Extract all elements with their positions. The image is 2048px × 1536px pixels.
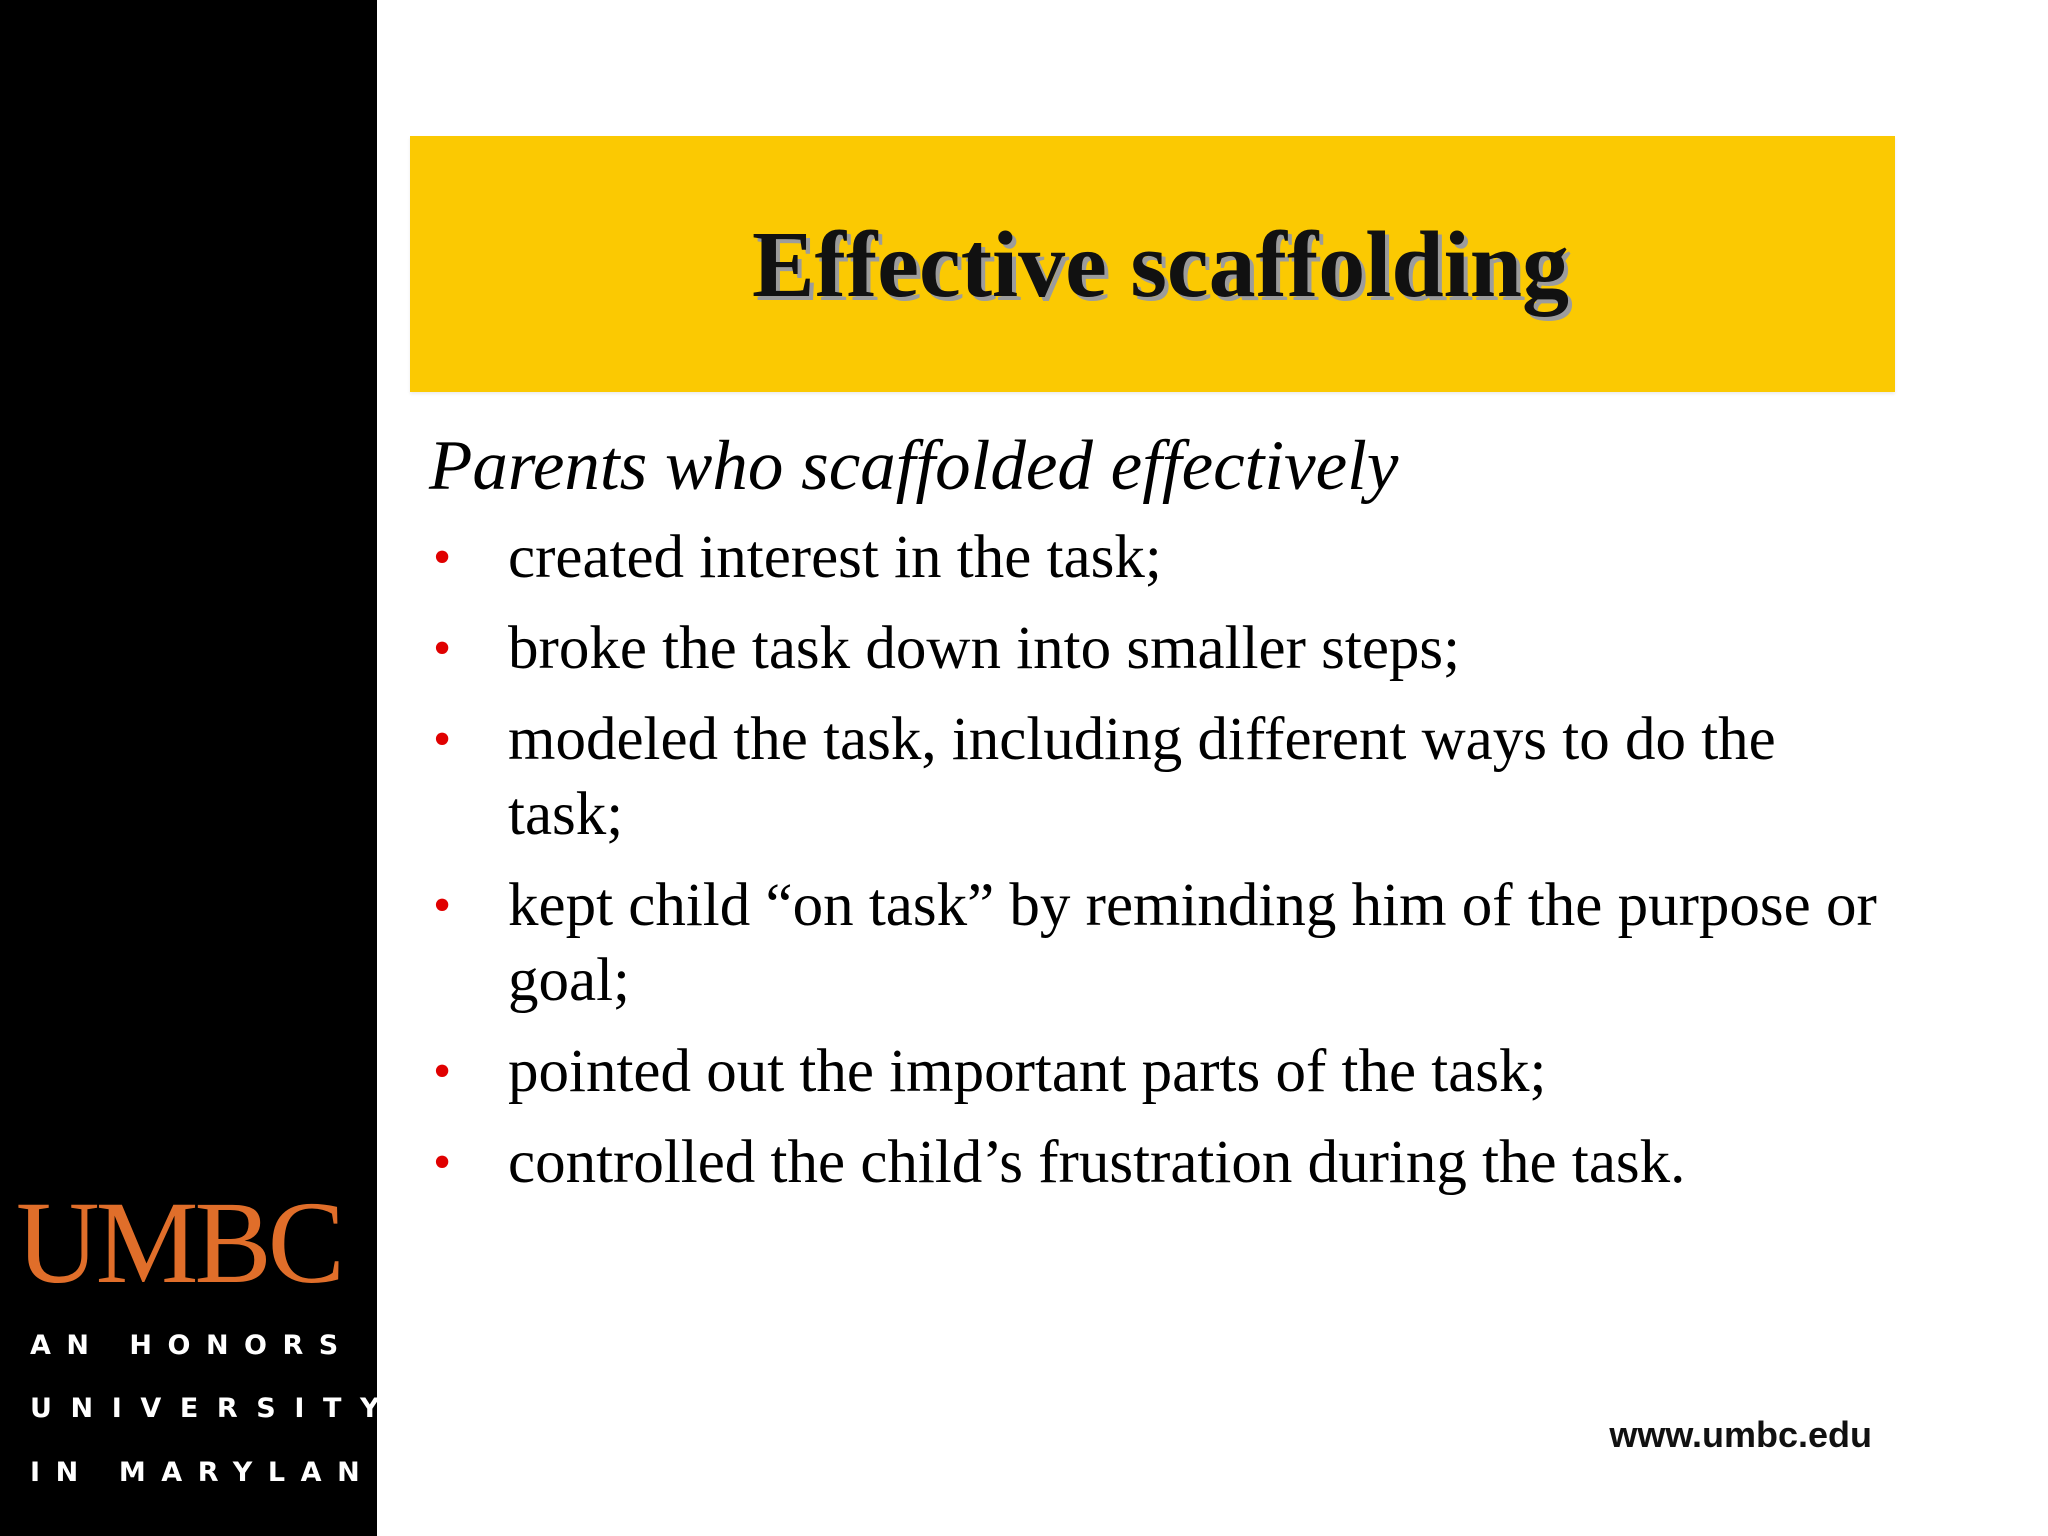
- logo-tagline-line-2: UNIVERSITY: [30, 1393, 399, 1424]
- bullet-text: created interest in the task;: [508, 524, 1162, 591]
- bullet-item: [429, 702, 1879, 852]
- bullet-dot-icon: •: [433, 1134, 452, 1191]
- bullet-dot-icon: •: [433, 529, 452, 586]
- slide-title: Effective scaffolding: [751, 213, 1570, 317]
- logo-tagline-line-1: AN HONORS: [30, 1330, 354, 1361]
- title-band: [410, 136, 1895, 392]
- bullet-item: [429, 520, 1879, 595]
- umbc-logo-wordmark: UMBC: [16, 1177, 341, 1308]
- logo-tagline-line-3: IN MARYLAND: [30, 1457, 414, 1488]
- footer-url: www.umbc.edu: [1609, 1414, 1872, 1455]
- bullet-text: kept child “on task” by reminding him of the purpose or goal;: [508, 872, 1877, 1014]
- bullet-text: modeled the task, including different ways to do the task;: [508, 706, 1776, 848]
- bullet-item: [429, 868, 1879, 1018]
- bullet-dot-icon: •: [433, 877, 452, 934]
- sidebar-band: [0, 0, 414, 1536]
- bullet-text: broke the task down into smaller steps;: [508, 615, 1461, 682]
- bullet-text: pointed out the important parts of the task;: [508, 1038, 1547, 1105]
- slide-subtitle: Parents who scaffolded effectively: [429, 427, 1399, 505]
- bullet-item: [429, 1125, 1879, 1200]
- bullet-list: [429, 520, 1879, 1216]
- bullet-item: [429, 1034, 1879, 1109]
- bullet-text: controlled the child’s frustration during the task.: [508, 1129, 1686, 1196]
- bullet-dot-icon: •: [433, 711, 452, 768]
- bullet-dot-icon: •: [433, 1043, 452, 1100]
- bullet-dot-icon: •: [433, 620, 452, 677]
- bullet-item: [429, 611, 1879, 686]
